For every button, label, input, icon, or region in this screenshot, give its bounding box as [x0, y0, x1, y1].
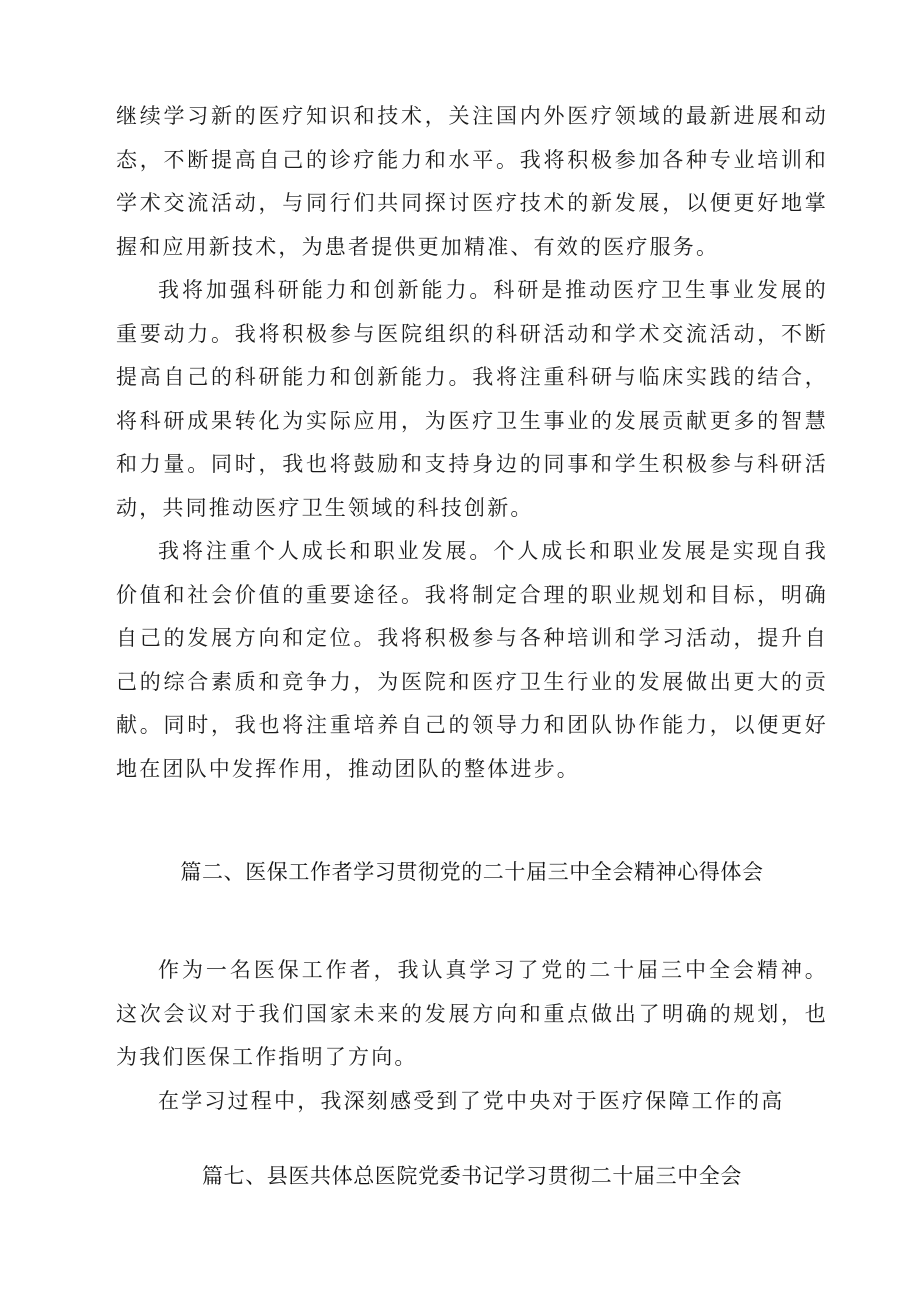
- body-paragraph-research: 我将加强科研能力和创新能力。科研是推动医疗卫生事业发展的重要动力。我将积极参与医院组织的科研活动和学术交流活动，不断提高自己的科研能力和创新能力。我将注重科研与临床实践的结合，将科研成果转化为实际应用，为医疗卫生事业的发展贡献更多的智慧和力量。同时，我也将鼓励和支持身边的同事和学生积极参与科研活动，共同推动医疗卫生领域的科技创新。: [116, 278, 828, 520]
- document-body: [116, 95, 828, 1191]
- body-paragraph-career: 我将注重个人成长和职业发展。个人成长和职业发展是实现自我价值和社会价值的重要途径。我将制定合理的职业规划和目标，明确自己的发展方向和定位。我将积极参与各种培训和学习活动，提升自己的综合素质和竞争力，为医院和医疗卫生行业的发展做出更大的贡献。同时，我也将注重培养自己的领导力和团队协作能力，以便更好地在团队中发挥作用，推动团队的整体进步。: [116, 539, 828, 781]
- body-paragraph-truncated: 在学习过程中，我深刻感受到了党中央对于医疗保障工作的高: [158, 1088, 785, 1113]
- body-paragraph-continued: 继续学习新的医疗知识和技术，关注国内外医疗领域的最新进展和动态，不断提高自己的诊疗能力和水平。我将积极参加各种专业培训和学术交流活动，与同行们共同探讨医疗技术的新发展，以便更好地掌握和应用新技术，为患者提供更加精准、有效的医疗服务。: [116, 104, 828, 259]
- section-heading-part-7: 篇七、县医共体总医院党委书记学习贯彻二十届三中全会: [202, 1164, 742, 1188]
- body-paragraph-intro: 作为一名医保工作者，我认真学习了党的二十届三中全会精神。这次会议对于我们国家未来的发展方向和重点做出了明确的规划，也为我们医保工作指明了方向。: [116, 958, 828, 1069]
- section-heading-part-2: 篇二、医保工作者学习贯彻党的二十届三中全会精神心得体会: [180, 860, 764, 884]
